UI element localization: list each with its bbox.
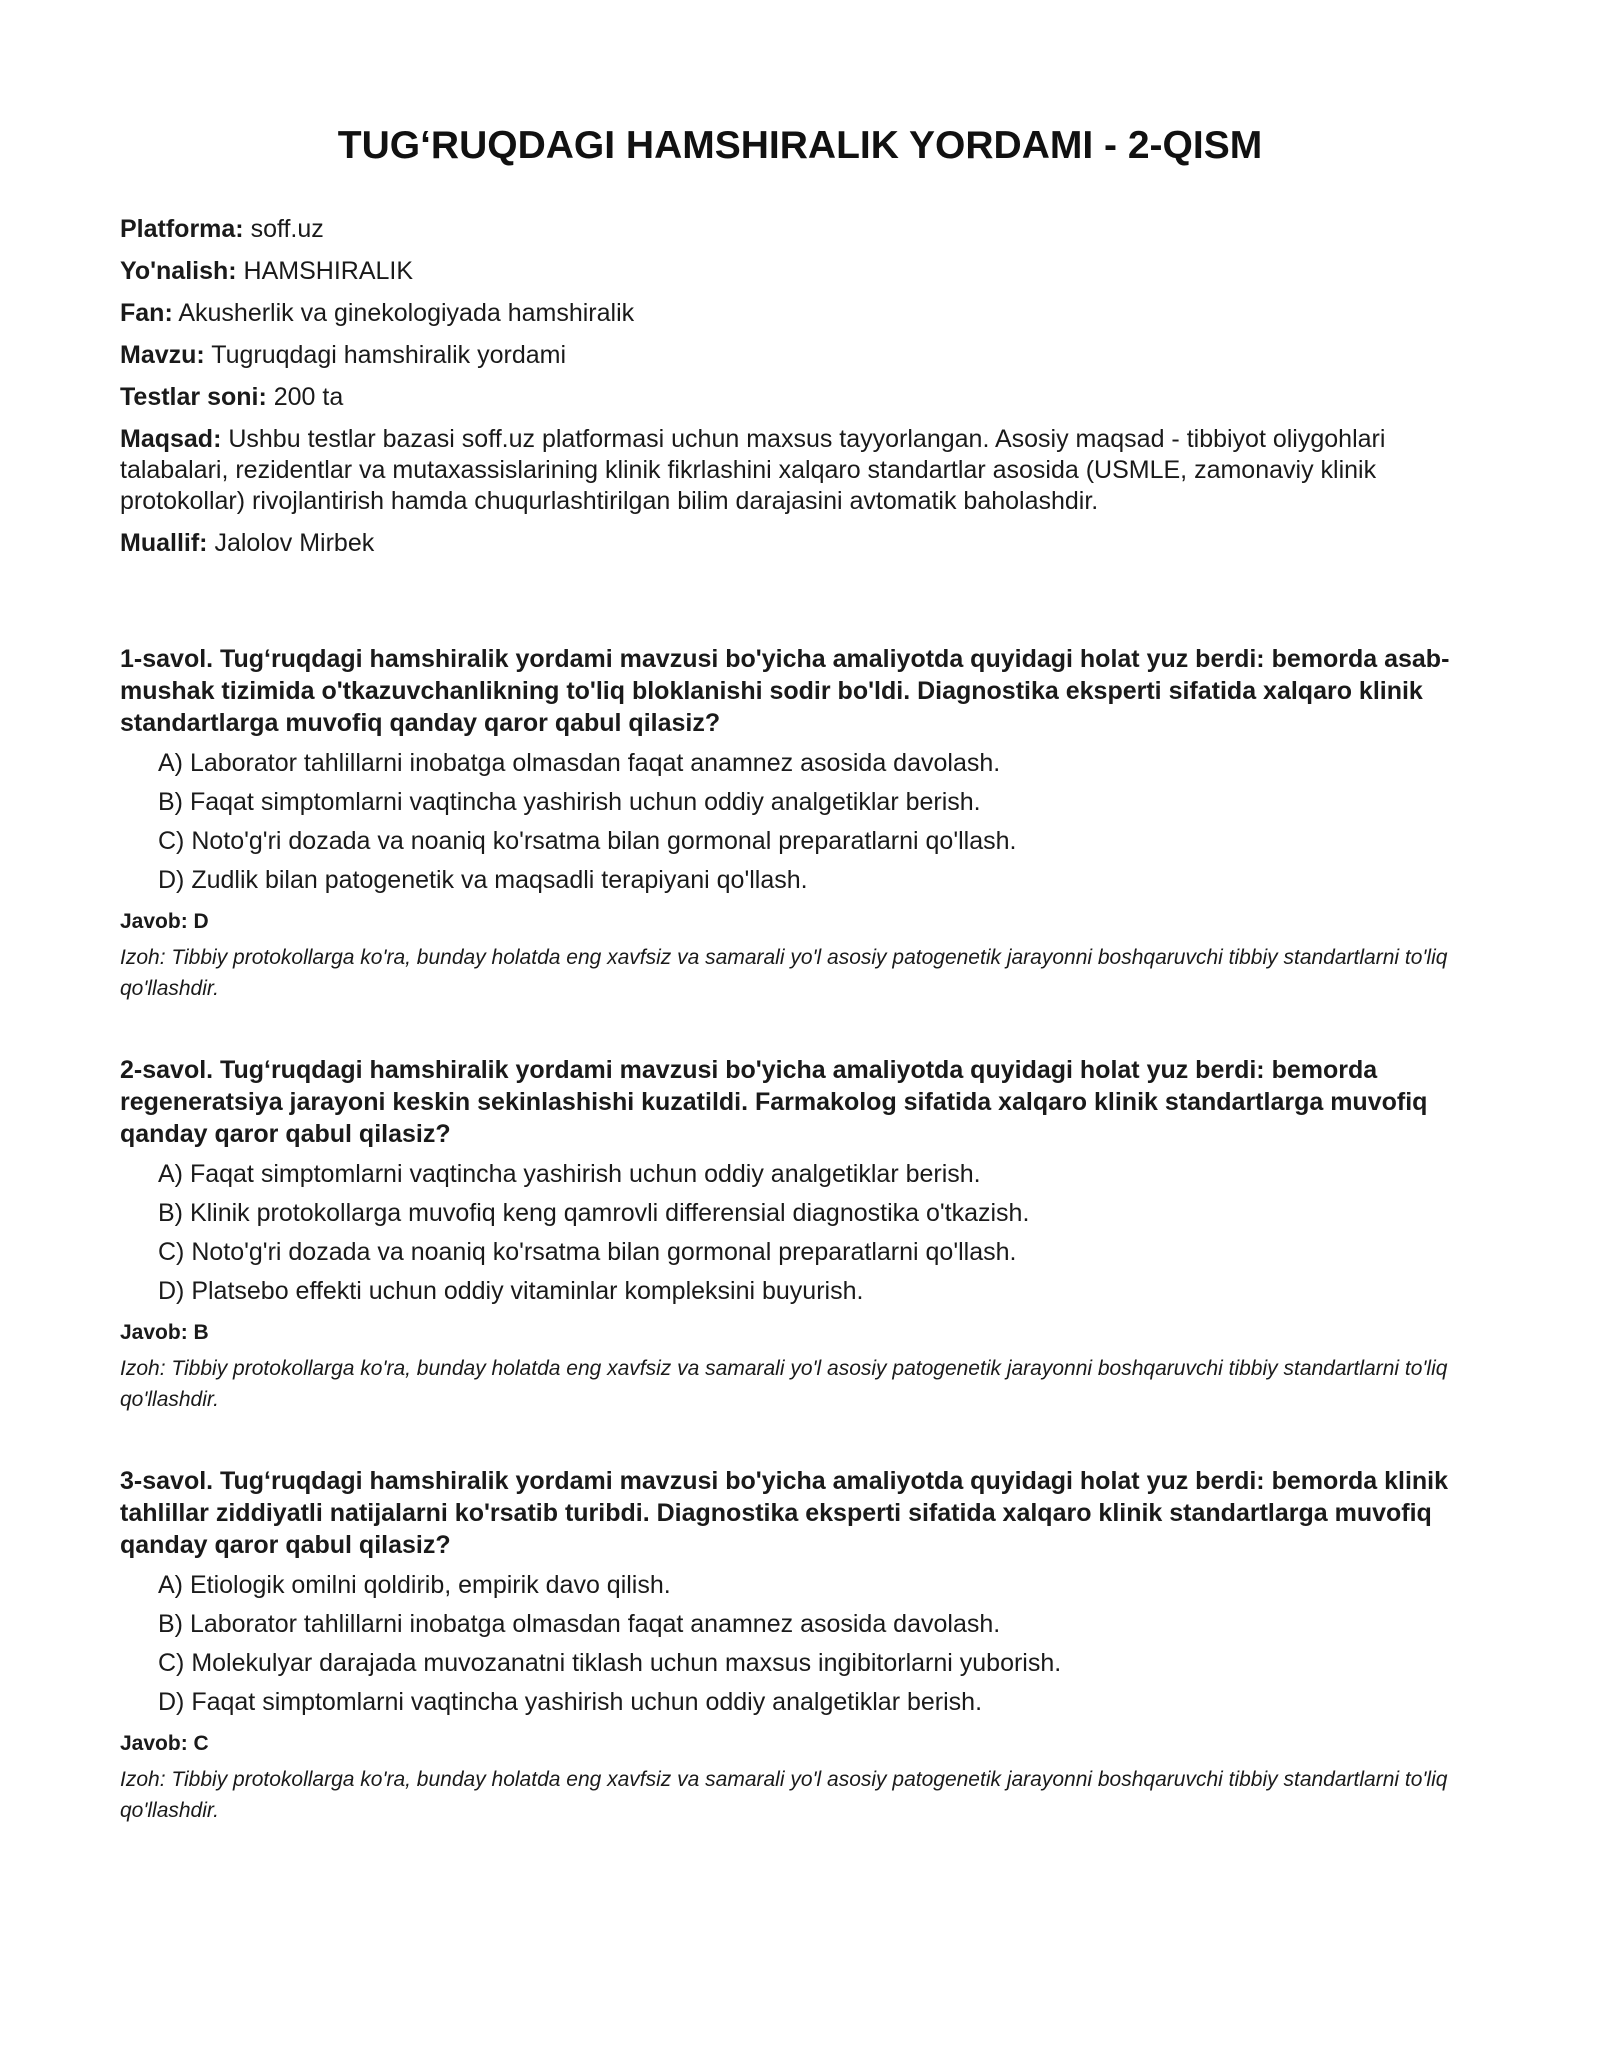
meta-subject-label: Fan: <box>120 299 173 327</box>
question-text: 2-savol. Tug‘ruqdagi hamshiralik yordami mavzusi bo'yicha amaliyotda quyidagi holat yuz berdi: bemorda regeneratsiya jarayoni keskin sekinlashishi kuzatildi. Farmakolog sifatida xalqaro klinik standartlarga muvofiq qanday qaror qabul qilasiz? <box>120 1056 1428 1148</box>
option-b: B) Faqat simptomlarni vaqtincha yashirish uchun oddiy analgetiklar berish. <box>158 788 981 816</box>
meta-subject-value: Akusherlik va ginekologiyada hamshiralik <box>172 299 635 327</box>
answer: Javob: B <box>120 1321 209 1344</box>
option-b: B) Klinik protokollarga muvofiq keng qamrovli differensial diagnostika o'tkazish. <box>158 1199 1030 1227</box>
option-a: A) Etiologik omilni qoldirib, empirik davo qilish. <box>158 1571 671 1599</box>
question-text: 3-savol. Tug‘ruqdagi hamshiralik yordami mavzusi bo'yicha amaliyotda quyidagi holat yuz berdi: bemorda klinik tahlillar ziddiyatli natijalarni ko'rsatib turibdi. Diagnostika eksperti sifatida xalqaro klinik standartlarga muvofiq qanday qaror qabul qilasiz? <box>120 1467 1449 1559</box>
option-d: D) Zudlik bilan patogenetik va maqsadli terapiyani qo'llash. <box>158 866 808 894</box>
meta-topic <box>120 340 1480 371</box>
meta-subject <box>120 298 1480 329</box>
explanation: Izoh: Tibbiy protokollarga ko'ra, bunday holatda eng xavfsiz va samarali yo'l asosiy patogenetik jarayonni boshqaruvchi tibbiy standartlarni to'liq qo'llashdir. <box>120 1357 1448 1411</box>
option-c: C) Molekulyar darajada muvozanatni tiklash uchun maxsus ingibitorlarni yuborish. <box>158 1649 1062 1677</box>
options-list <box>120 1570 1480 1718</box>
meta-author-value: Jalolov Mirbek <box>207 529 375 557</box>
explanation: Izoh: Tibbiy protokollarga ko'ra, bunday holatda eng xavfsiz va samarali yo'l asosiy patogenetik jarayonni boshqaruvchi tibbiy standartlarni to'liq qo'llashdir. <box>120 946 1448 1000</box>
meta-direction <box>120 256 1480 287</box>
meta-platform-label: Platforma: <box>120 215 244 243</box>
meta-author-label: Muallif: <box>120 529 208 557</box>
meta-platform-value: soff.uz <box>243 215 324 243</box>
meta-purpose-value: Ushbu testlar bazasi soff.uz platformasi uchun maxsus tayyorlangan. Asosiy maqsad - tibbiyot oliygohlari talabalari, rezidentlar va mutaxassislarining klinik fikrlashini xalqaro standartlar asosida (USMLE, zamonaviy klinik protokollar) rivojlantirish hamda chuqurlashtirilgan bilim darajasini avtomatik baholashdir. <box>120 425 1386 515</box>
option-b: B) Laborator tahlillarni inobatga olmasdan faqat anamnez asosida davolash. <box>158 1610 1001 1638</box>
question-2 <box>120 1054 1480 1415</box>
metadata-block <box>120 214 1480 559</box>
options-list <box>120 748 1480 896</box>
question-3 <box>120 1465 1480 1826</box>
meta-direction-label: Yo'nalish: <box>120 257 237 285</box>
meta-test-count-value: 200 ta <box>266 383 344 411</box>
meta-test-count-label: Testlar soni: <box>120 383 267 411</box>
meta-purpose <box>120 424 1480 517</box>
answer: Javob: D <box>120 910 209 933</box>
meta-topic-value: Tugruqdagi hamshiralik yordami <box>204 341 567 369</box>
option-c: C) Noto'g'ri dozada va noaniq ko'rsatma bilan gormonal preparatlarni qo'llash. <box>158 827 1017 855</box>
option-c: C) Noto'g'ri dozada va noaniq ko'rsatma bilan gormonal preparatlarni qo'llash. <box>158 1238 1017 1266</box>
document-title: TUG‘RUQDAGI HAMSHIRALIK YORDAMI - 2-QISM <box>337 124 1263 167</box>
option-a: A) Laborator tahlillarni inobatga olmasdan faqat anamnez asosida davolash. <box>158 749 1001 777</box>
meta-purpose-label: Maqsad: <box>120 425 222 453</box>
options-list <box>120 1159 1480 1307</box>
meta-topic-label: Mavzu: <box>120 341 205 369</box>
answer: Javob: C <box>120 1732 209 1755</box>
question-1 <box>120 643 1480 1004</box>
meta-platform <box>120 214 1480 245</box>
meta-test-count <box>120 382 1480 413</box>
meta-direction-value: HAMSHIRALIK <box>236 257 414 285</box>
option-d: D) Platsebo effekti uchun oddiy vitaminlar kompleksini buyurish. <box>158 1277 864 1305</box>
question-text: 1-savol. Tug‘ruqdagi hamshiralik yordami mavzusi bo'yicha amaliyotda quyidagi holat yuz berdi: bemorda asab-mushak tizimida o'tkazuvchanlikning to'liq bloklanishi sodir bo'ldi. Diagnostika eksperti sifatida xalqaro klinik standartlarga muvofiq qanday qaror qabul qilasiz? <box>120 645 1450 737</box>
option-a: A) Faqat simptomlarni vaqtincha yashirish uchun oddiy analgetiklar berish. <box>158 1160 981 1188</box>
option-d: D) Faqat simptomlarni vaqtincha yashirish uchun oddiy analgetiklar berish. <box>158 1688 983 1716</box>
explanation: Izoh: Tibbiy protokollarga ko'ra, bunday holatda eng xavfsiz va samarali yo'l asosiy patogenetik jarayonni boshqaruvchi tibbiy standartlarni to'liq qo'llashdir. <box>120 1768 1448 1822</box>
meta-author <box>120 528 1480 559</box>
